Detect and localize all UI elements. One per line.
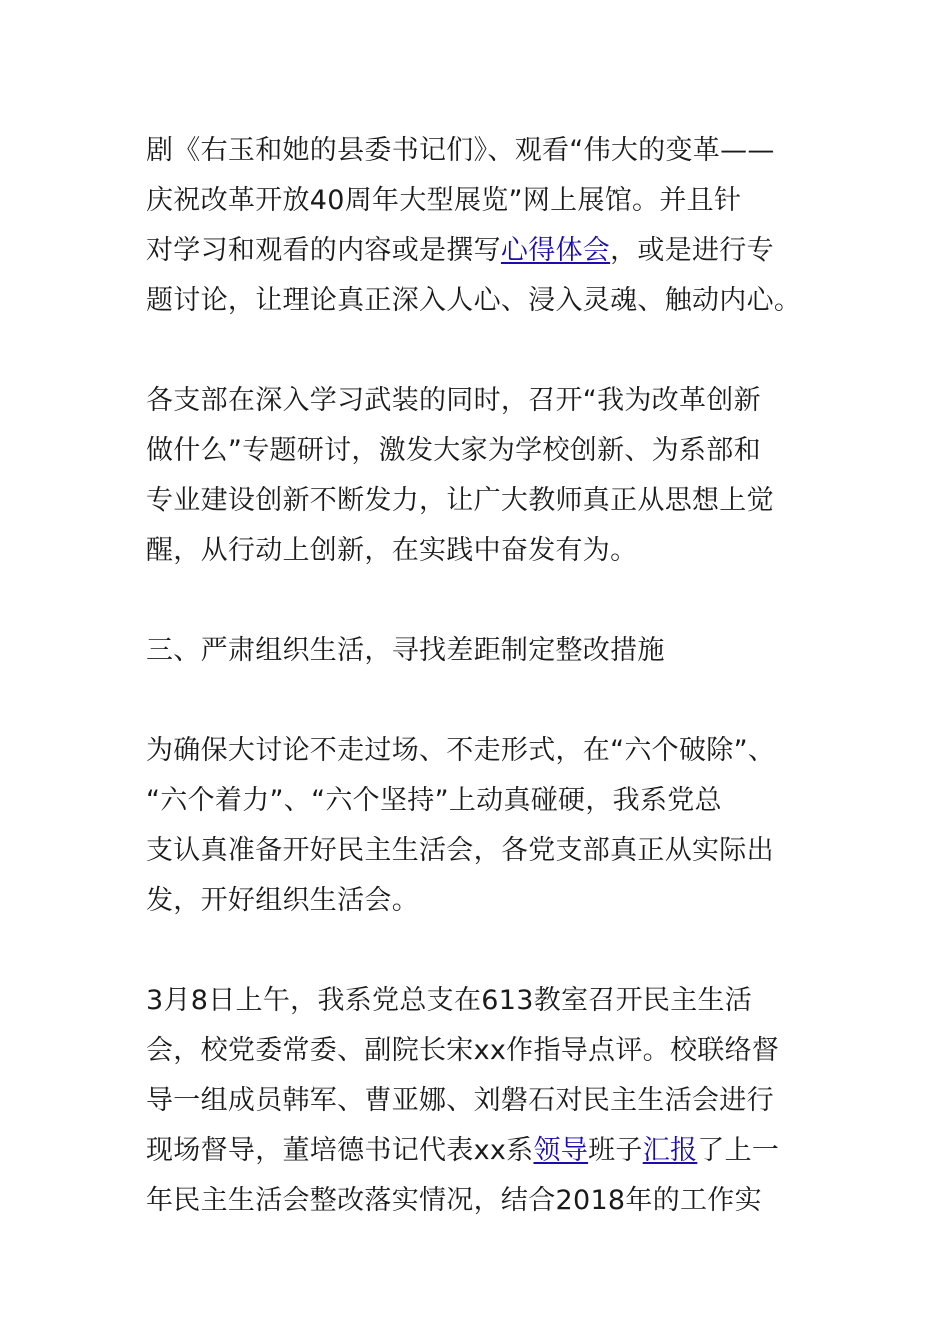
text-segment: 现场督导，董培德书记代表xx系 (146, 1135, 534, 1166)
text-segment: 班子 (588, 1135, 643, 1166)
text-segment: ，或是进行专 (610, 235, 774, 266)
paragraph-gap (146, 576, 814, 626)
text-line: 会，校党委常委、副院长宋xx作指导点评。校联络督 (146, 1035, 780, 1066)
text-line: 做什么”专题研讨，激发大家为学校创新、为系部和 (146, 435, 761, 466)
section-heading (146, 626, 814, 676)
paragraph-4 (146, 976, 814, 1226)
text-line: 支认真准备开好民主生活会，各党支部真正从实际出 (146, 835, 774, 866)
text-segment: 对学习和观看的内容或是撰写 (146, 235, 501, 266)
document-page (146, 126, 814, 1226)
paragraph-gap (146, 326, 814, 376)
text-line: 醒，从行动上创新，在实践中奋发有为。 (146, 535, 638, 566)
text-line: 3月8日上午，我系党总支在613教室召开民主生活 (146, 985, 753, 1016)
heading-text: 三、严肃组织生活，寻找差距制定整改措施 (146, 635, 665, 666)
text-line: 年民主生活会整改落实情况，结合2018年的工作实 (146, 1185, 762, 1216)
text-line (146, 1126, 814, 1176)
text-segment: 了上一 (697, 1135, 780, 1166)
paragraph-3 (146, 726, 814, 926)
paragraph-gap (146, 676, 814, 726)
text-line: 发，开好组织生活会。 (146, 885, 419, 916)
text-line: 为确保大讨论不走过场、不走形式，在“六个破除”、 (146, 735, 776, 766)
text-line: 专业建设创新不断发力，让广大教师真正从思想上觉 (146, 485, 774, 516)
link-huibao[interactable]: 汇报 (642, 1135, 698, 1166)
link-xinde-tihui[interactable]: 心得体会 (500, 235, 611, 266)
paragraph-2 (146, 376, 814, 576)
link-lingdao[interactable]: 领导 (533, 1135, 589, 1166)
text-line: 庆祝改革开放40周年大型展览”网上展馆。并且针 (146, 185, 742, 216)
text-line: 剧《右玉和她的县委书记们》、观看“伟大的变革—— (146, 135, 775, 166)
paragraph-gap (146, 926, 814, 976)
text-line (146, 226, 814, 276)
text-line: 导一组成员韩军、曹亚娜、刘磐石对民主生活会进行 (146, 1085, 774, 1116)
paragraph-1 (146, 126, 814, 326)
text-line: “六个着力”、“六个坚持”上动真碰硬，我系党总 (146, 785, 722, 816)
text-line: 各支部在深入学习武装的同时，召开“我为改革创新 (146, 385, 761, 416)
text-line: 题讨论，让理论真正深入人心、浸入灵魂、触动内心。 (146, 285, 802, 316)
